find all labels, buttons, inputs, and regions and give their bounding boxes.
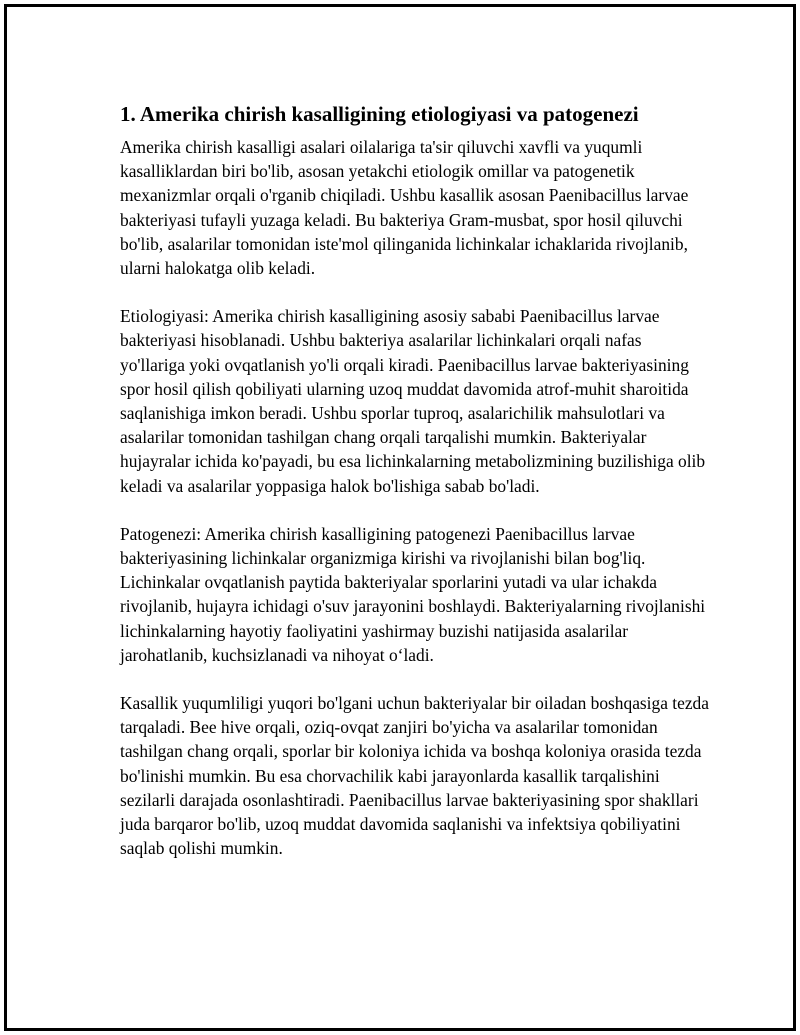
paragraph-transmission: Kasallik yuqumliligi yuqori bo'lgani uchun bakteriyalar bir oiladan boshqasiga tezda tarqaladi. Bee hive orqali, oziq-ovqat zanjiri bo'yicha va asalarilar tomonidan tashilgan chang orqali, sporlar bir koloniya ichida va boshqa koloniya orasida tezda bo'linishi mumkin. Bu esa chorvachilik kabi jarayonlarda kasallik tarqalishini sezilarli darajada osonlashtiradi. Paenibacillus larvae bakteriyasining spor shakllari juda barqaror bo'lib, uzoq muddat davomida saqlanishi va infektsiya qobiliyatini saqlab qolishi mumkin. (120, 693, 709, 859)
paragraph-intro: Amerika chirish kasalligi asalari oilalariga ta'sir qiluvchi xavfli va yuqumli kasalliklardan biri bo'lib, asosan yetakchi etiologik omillar va patogenetik mexanizmlar orqali o'rganib chiqiladi. Ushbu kasallik asosan Paenibacillus larvae bakteriyasi tufayli yuzaga keladi. Bu bakteriya Gram-musbat, spor hosil qiluvchi bo'lib, asalarilar tomonidan iste'mol qilinganida lichinkalar ichaklarida rivojlanib, ularni halokatga olib keladi. (120, 137, 689, 279)
paragraph-pathogenesis: Patogenezi: Amerika chirish kasalligining patogenezi Paenibacillus larvae bakteriyasining lichinkalar organizmiga kirishi va rivojlanishi bilan bog'liq. Lichinkalar ovqatlanish paytida bakteriyalar sporlarini yutadi va ular ichakda rivojlanib, hujayra ichidagi o'suv jarayonini boshlaydi. Bakteriyalarning rivojlanishi lichinkalarning hayotiy faoliyatini yashirmay buzishi natijasida asalarilar jarohatlanib, kuchsizlanadi va nihoyat o‘ladi. (120, 523, 706, 665)
document-body (120, 99, 710, 860)
section-heading: 1. Amerika chirish kasalligining etiologiyasi va patogenezi (120, 102, 639, 126)
paragraph-etiology: Etiologiyasi: Amerika chirish kasalligining asosiy sababi Paenibacillus larvae bakteriyasi hisoblanadi. Ushbu bakteriya asalarilar lichinkalari orqali nafas yo'llariga yoki ovqatlanish yo'li orqali kiradi. Paenibacillus larvae bakteriyasining spor hosil qilish qobiliyati ularning uzoq muddat davomida atrof-muhit sharoitida saqlanishiga imkon beradi. Ushbu sporlar tuproq, asalarichilik mahsulotlari va asalarilar tomonidan tashilgan chang orqali tarqalishi mumkin. Bakteriyalar hujayralar ichida ko'payadi, bu esa lichinkalarning metabolizmining buzilishiga olib keladi va asalarilar yoppasiga halok bo'lishiga sabab bo'ladi. (120, 306, 706, 496)
page-frame (4, 4, 796, 1031)
